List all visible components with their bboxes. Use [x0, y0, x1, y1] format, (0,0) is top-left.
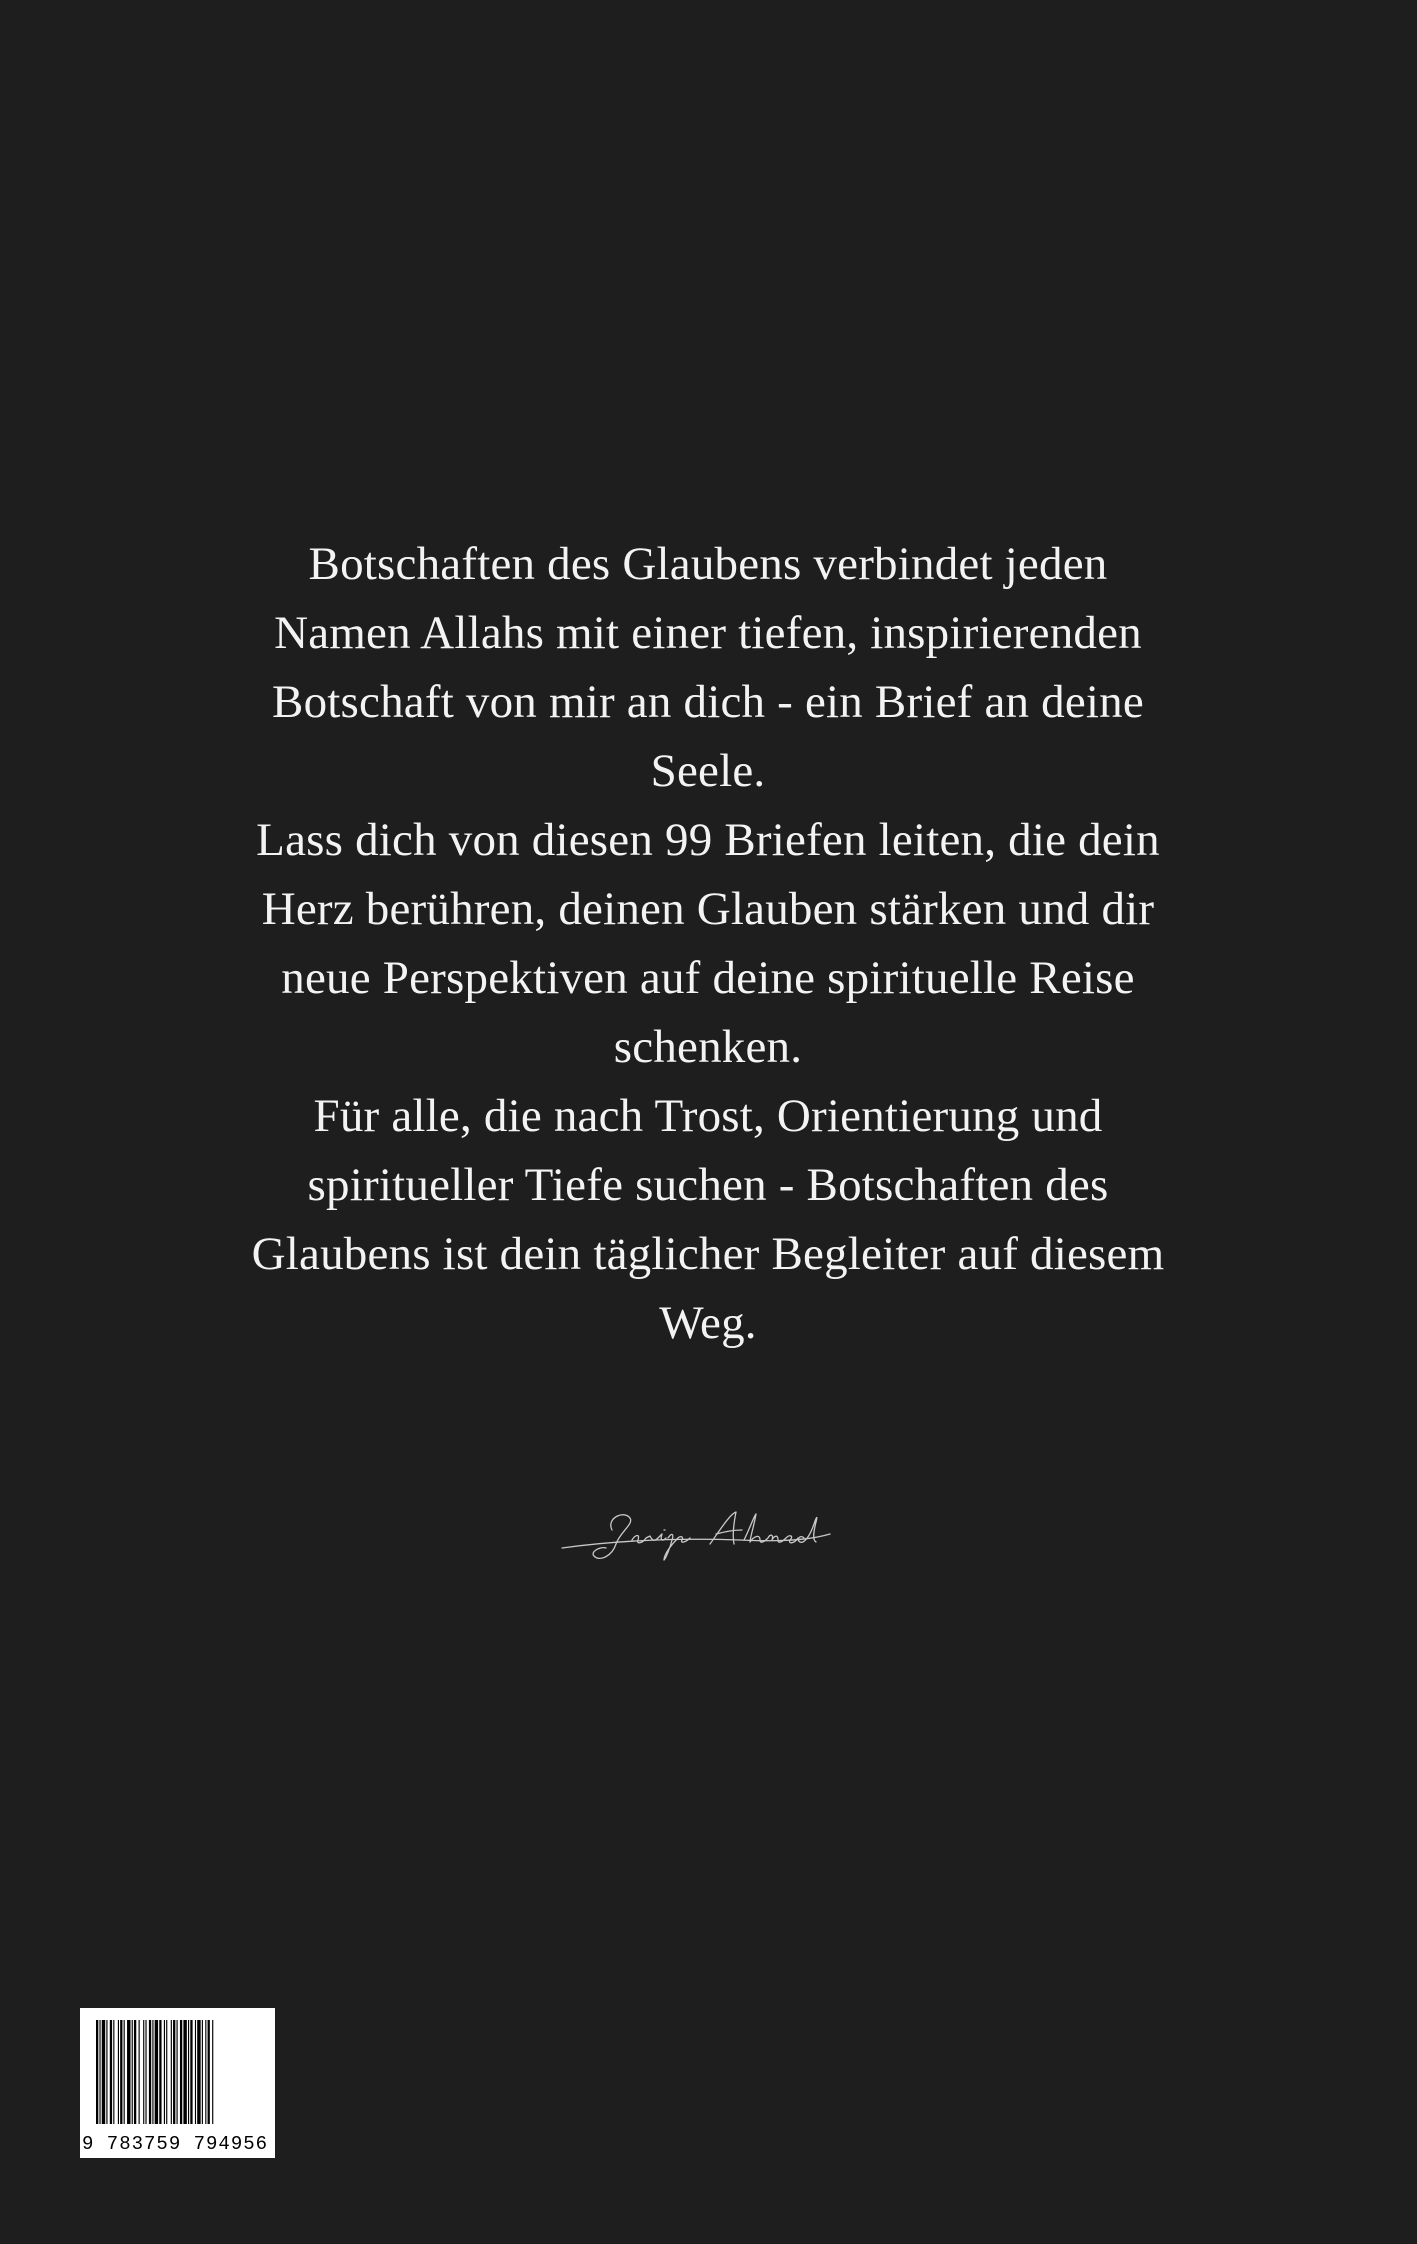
blurb-line: Botschaft von mir an dich - ein Brief an deine	[272, 676, 1144, 728]
blurb-line: Botschaften des Glaubens verbindet jeden	[308, 538, 1108, 590]
barcode-icon	[96, 2020, 259, 2124]
blurb-line: Glaubens ist dein täglicher Begleiter auf diesem	[251, 1228, 1165, 1280]
blurb-line: schenken.	[613, 1021, 803, 1073]
blurb-line: Seele.	[650, 745, 766, 797]
blurb-line: Herz berühren, deinen Glauben stärken und dir	[261, 883, 1155, 935]
blurb-line: Weg.	[659, 1297, 757, 1349]
signature-icon	[560, 1500, 850, 1580]
blurb-line: Lass dich von diesen 99 Briefen leiten, die dein	[256, 814, 1160, 866]
blurb-line: Namen Allahs mit einer tiefen, inspirierenden	[274, 607, 1142, 659]
blurb-line: neue Perspektiven auf deine spirituelle Reise	[281, 952, 1135, 1004]
back-cover-blurb	[208, 530, 1208, 1358]
isbn-barcode	[80, 2008, 275, 2158]
blurb-line: spiritueller Tiefe suchen - Botschaften des	[307, 1159, 1109, 1211]
blurb-line: Für alle, die nach Trost, Orientierung und	[313, 1090, 1103, 1142]
isbn-digits: 9 783759 794956	[82, 2133, 269, 2155]
